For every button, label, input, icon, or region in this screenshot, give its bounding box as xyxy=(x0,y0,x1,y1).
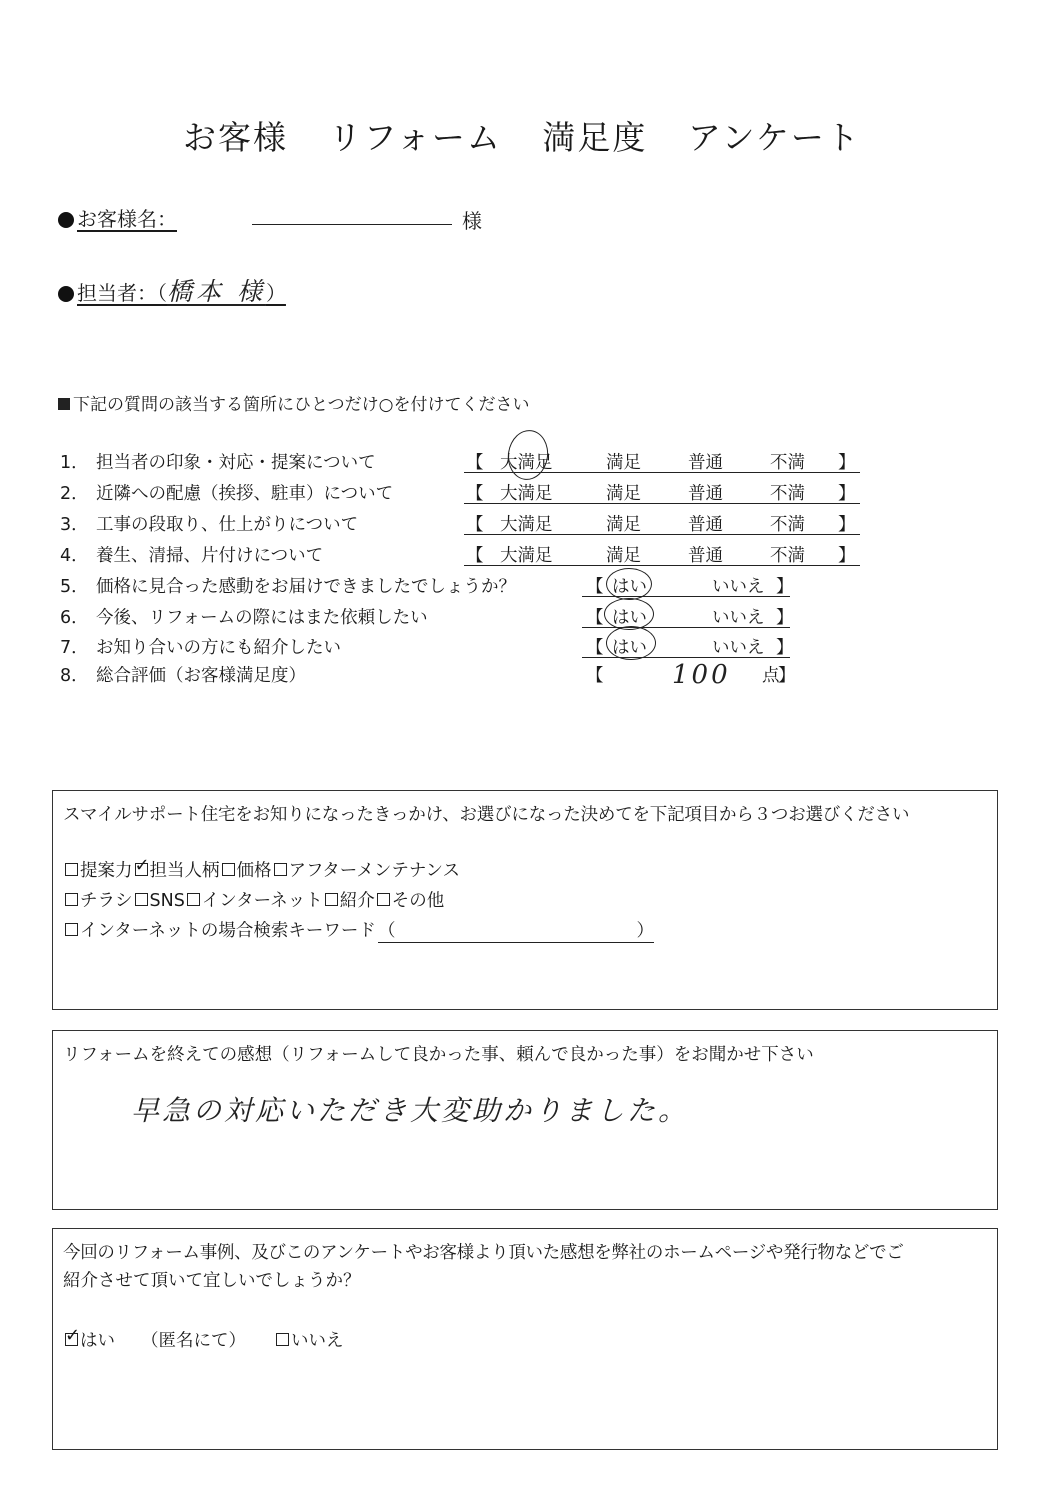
handwritten-impression[interactable]: 早急の対応いただき大変助かりました。 xyxy=(131,1094,690,1127)
option-yes[interactable]: はい xyxy=(612,638,647,658)
option-unsatisfied[interactable]: 不満 xyxy=(770,453,805,473)
option-very-satisfied[interactable]: 大満足 xyxy=(500,484,553,504)
keyword-row xyxy=(63,917,654,943)
question-6 xyxy=(60,604,428,629)
question-number: 1． xyxy=(60,453,89,473)
bullet-icon xyxy=(58,286,74,302)
instruction xyxy=(58,390,530,415)
handwritten-score[interactable]: 100 xyxy=(672,660,731,690)
customer-suffix: 様 xyxy=(462,209,482,233)
discovery-box xyxy=(52,790,998,1010)
checkbox-sns[interactable] xyxy=(135,893,148,906)
consent-yes-label: はい xyxy=(80,1331,115,1351)
checkbox-staff-personality[interactable] xyxy=(135,863,148,876)
bracket-close: 】 xyxy=(776,638,794,658)
checkbox-consent-no[interactable] xyxy=(276,1333,289,1346)
bracket-open: 【 xyxy=(466,453,484,473)
checkbox-internet-keyword[interactable] xyxy=(65,923,78,936)
checkbox-label: 価格 xyxy=(236,861,272,881)
bullet-icon xyxy=(58,212,74,228)
staff-field xyxy=(58,272,286,308)
question-number: 7． xyxy=(60,638,89,658)
bracket-close: 】 xyxy=(776,577,794,597)
option-no[interactable]: いいえ xyxy=(712,577,765,597)
score-field xyxy=(582,660,796,690)
title-word: 満足度 xyxy=(542,118,648,157)
option-yes[interactable]: はい xyxy=(612,577,647,597)
page-title xyxy=(0,112,1044,159)
question-text: 工事の段取り、仕上がりについて xyxy=(96,515,359,535)
consent-box xyxy=(52,1228,998,1450)
option-very-satisfied[interactable]: 大満足 xyxy=(500,546,553,566)
rating-options-3 xyxy=(464,511,860,535)
option-unsatisfied[interactable]: 不満 xyxy=(770,484,805,504)
checkbox-price[interactable] xyxy=(222,863,235,876)
checkbox-referral[interactable] xyxy=(325,893,338,906)
question-text: 総合評価（お客様満足度） xyxy=(96,666,306,686)
option-normal[interactable]: 普通 xyxy=(688,453,723,473)
bracket-open: 【 xyxy=(586,608,604,628)
checkbox-label: 紹介 xyxy=(339,891,375,911)
consent-anonymous-label: （匿名にて） xyxy=(141,1331,246,1351)
option-no[interactable]: いいえ xyxy=(712,608,765,628)
checkbox-other[interactable] xyxy=(377,893,390,906)
checkbox-label: チラシ xyxy=(80,891,133,911)
bracket-open: 【 xyxy=(586,666,604,686)
checkbox-flyer[interactable] xyxy=(65,893,78,906)
question-4 xyxy=(60,542,323,567)
option-unsatisfied[interactable]: 不満 xyxy=(770,546,805,566)
bracket-close: 】 xyxy=(838,515,856,535)
bracket-open: 【 xyxy=(586,638,604,658)
bracket-close: 】 xyxy=(776,608,794,628)
selection-circle-mark xyxy=(505,427,552,482)
customer-name-label: お客様名： xyxy=(77,207,177,231)
question-number: 2． xyxy=(60,484,89,504)
question-text: 養生、清掃、片付けについて xyxy=(96,546,324,566)
bracket-close: 】 xyxy=(778,666,796,686)
question-7 xyxy=(60,634,341,659)
bracket-open: 【 xyxy=(466,546,484,566)
consent-no-label: いいえ xyxy=(291,1331,344,1351)
customer-name-blank[interactable] xyxy=(252,224,452,225)
option-satisfied[interactable]: 満足 xyxy=(606,515,641,535)
option-normal[interactable]: 普通 xyxy=(688,546,723,566)
option-unsatisfied[interactable]: 不満 xyxy=(770,515,805,535)
option-very-satisfied[interactable]: 大満足 xyxy=(500,515,553,535)
checkbox-consent-yes[interactable] xyxy=(65,1333,78,1346)
checkbox-label: 提案力 xyxy=(80,861,133,881)
checkbox-label: SNS xyxy=(149,891,185,911)
discovery-prompt: スマイルサポート住宅をお知りになったきっかけ、お選びになった決めてを下記項目から３つお選びください xyxy=(63,805,910,825)
question-text: 今後、リフォームの際にはまた依頼したい xyxy=(96,608,428,628)
checkbox-internet[interactable] xyxy=(187,893,200,906)
bracket-open: 【 xyxy=(586,577,604,597)
score-unit: 点 xyxy=(762,666,780,686)
option-no[interactable]: いいえ xyxy=(712,638,765,658)
question-number: 5． xyxy=(60,577,89,597)
checkbox-label: その他 xyxy=(391,891,445,911)
question-number: 6． xyxy=(60,608,89,628)
option-very-satisfied[interactable]: 大満足 xyxy=(500,453,553,473)
selection-circle-mark xyxy=(606,626,656,660)
consent-prompt-line-2: 紹介させて頂いて宜しいでしょうか？ xyxy=(63,1271,361,1291)
question-1 xyxy=(60,449,376,474)
title-word: アンケート xyxy=(687,118,861,157)
staff-close-paren: ） xyxy=(265,281,286,305)
square-bullet-icon xyxy=(58,398,70,410)
title-word: リフォーム xyxy=(328,118,502,157)
keyword-input[interactable] xyxy=(378,917,654,943)
option-normal[interactable]: 普通 xyxy=(688,484,723,504)
bracket-open: 【 xyxy=(466,515,484,535)
bracket-open: 【 xyxy=(466,484,484,504)
consent-prompt-line-1: 今回のリフォーム事例、及びこのアンケートやお客様より頂いた感想を弊社のホームページや発行物などでご xyxy=(63,1243,904,1263)
keyword-label: インターネットの場合検索キーワード xyxy=(80,921,376,941)
checkbox-proposal[interactable] xyxy=(65,863,78,876)
keyword-close-paren: ） xyxy=(636,921,654,941)
question-3 xyxy=(60,511,358,536)
selection-circle-mark xyxy=(606,568,652,600)
bracket-close: 】 xyxy=(838,484,856,504)
question-5 xyxy=(60,573,516,598)
impressions-box xyxy=(52,1030,998,1210)
question-number: 4． xyxy=(60,546,89,566)
impressions-prompt: リフォームを終えての感想（リフォームして良かった事、頼んで良かった事）をお聞かせ下さい xyxy=(63,1045,814,1065)
option-satisfied[interactable]: 満足 xyxy=(606,484,641,504)
question-8 xyxy=(60,662,306,687)
discovery-options-row-2 xyxy=(63,887,444,912)
keyword-open-paren: （ xyxy=(377,921,396,941)
checkbox-label: アフターメンテナンス xyxy=(288,861,460,881)
question-2 xyxy=(60,480,393,505)
question-text: 近隣への配慮（挨拶、駐車）について xyxy=(96,484,394,504)
question-text: お知り合いの方にも紹介したい xyxy=(96,638,341,658)
option-satisfied[interactable]: 満足 xyxy=(606,453,641,473)
question-text: 担当者の印象・対応・提案について xyxy=(96,453,376,473)
title-word: お客様 xyxy=(183,118,289,157)
question-text: 価格に見合った感動をお届けできましたでしょうか？ xyxy=(96,577,516,597)
staff-open-paren: （ xyxy=(157,281,167,305)
question-number: 8． xyxy=(60,666,89,686)
rating-options-2 xyxy=(464,480,860,504)
question-number: 3． xyxy=(60,515,89,535)
staff-handwritten-name: 橋本 様 xyxy=(167,277,266,306)
consent-options xyxy=(63,1327,344,1352)
instruction-text: 下記の質問の該当する箇所にひとつだけ○を付けてください xyxy=(73,395,530,415)
option-normal[interactable]: 普通 xyxy=(688,515,723,535)
bracket-close: 】 xyxy=(838,453,856,473)
discovery-options-row-1 xyxy=(63,857,460,882)
checkbox-label: インターネット xyxy=(201,891,323,911)
bracket-close: 】 xyxy=(838,546,856,566)
staff-label: 担当者： xyxy=(77,281,157,305)
customer-name-field xyxy=(58,203,177,232)
checkbox-after-maintenance[interactable] xyxy=(274,863,287,876)
rating-options-4 xyxy=(464,542,860,566)
option-satisfied[interactable]: 満足 xyxy=(606,546,641,566)
option-yes[interactable]: はい xyxy=(612,608,647,628)
checkbox-label: 担当人柄 xyxy=(149,861,220,881)
